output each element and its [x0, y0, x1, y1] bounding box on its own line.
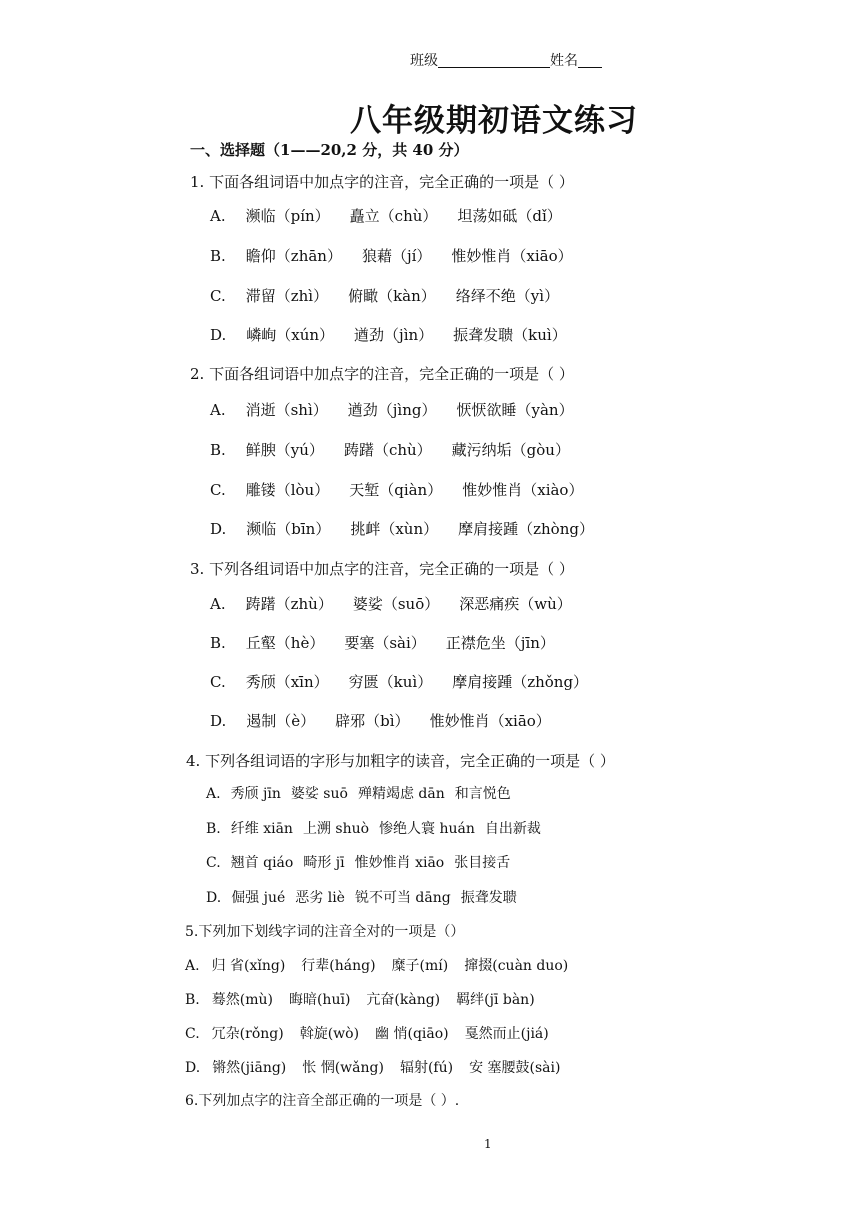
option-item: 翘首 qiáo: [230, 855, 294, 871]
option-item: 天堑（qiàn）: [349, 481, 443, 499]
option-item: 殚精竭虑 dān: [357, 786, 445, 802]
q4-option-b: [206, 818, 561, 838]
q1-option-c: [210, 285, 579, 306]
option-item: 摩肩接踵（zhòng）: [458, 520, 594, 538]
question-2-stem: 2. 下面各组词语中加点字的注音，完全正确的一项是（ ）: [190, 365, 574, 383]
option-item: 纤维 xiān: [230, 821, 293, 837]
option-item: 撺掇(cuàn duo): [464, 958, 569, 974]
name-blank[interactable]: [578, 53, 602, 68]
option-item: 畸形 jī: [303, 855, 345, 871]
option-item: 行辈(háng): [301, 958, 376, 974]
question-3-stem: 3. 下列各组词语中加点字的注音，完全正确的一项是（ ）: [190, 560, 574, 578]
option-item: 要塞（sài）: [344, 634, 426, 652]
option-letter: A.: [210, 595, 226, 613]
question-5-stem: 5.下列加下划线字词的注音全对的一项是（）: [185, 924, 465, 940]
option-letter: B.: [210, 247, 226, 265]
option-item: 正襟危坐（jīn）: [445, 634, 555, 652]
option-item: 遒劲（jìn）: [354, 326, 434, 344]
option-item: 戛然而止(jiá): [464, 1026, 549, 1042]
option-item: 遒劲（jìng）: [347, 401, 437, 419]
option-item: 幽 悄(qiāo): [375, 1026, 449, 1042]
option-item: 俯瞰（kàn）: [348, 287, 436, 305]
option-letter: C.: [210, 287, 226, 305]
question-1-stem: 1. 下面各组词语中加点字的注音，完全正确的一项是（ ）: [190, 173, 574, 191]
q2-option-d: [210, 518, 614, 539]
option-letter: B.: [210, 441, 226, 459]
option-item: 辐射(fú): [399, 1060, 454, 1076]
option-item: 消逝（shì）: [245, 401, 328, 419]
option-item: 惟妙惟肖 xiāo: [354, 855, 445, 871]
option-item: 滞留（zhì）: [245, 287, 329, 305]
option-letter: D.: [185, 1060, 201, 1076]
option-item: 归 省(xǐng): [211, 958, 286, 974]
option-item: 鲜腴（yú）: [245, 441, 324, 459]
option-item: 锵然(jiāng): [212, 1060, 287, 1076]
option-item: 安 塞腰鼓(sài): [469, 1060, 561, 1076]
option-item: 自出新裁: [484, 821, 541, 837]
q5-option-c: [185, 1023, 569, 1043]
option-item: 锐不可当 dāng: [354, 890, 451, 906]
option-letter: D.: [210, 712, 227, 730]
q5-option-a: [185, 955, 588, 975]
q2-option-c: [210, 479, 603, 500]
option-item: 穷匮（kuì）: [348, 673, 433, 691]
option-letter: A.: [210, 207, 226, 225]
option-item: 婆娑（suō）: [352, 595, 440, 613]
option-item: 坦荡如砥（dǐ）: [457, 207, 562, 225]
q1-option-a: [210, 205, 582, 226]
option-item: 狼藉（jí）: [361, 247, 432, 265]
option-item: 嶙峋（xún）: [246, 326, 335, 344]
option-letter: D.: [210, 326, 227, 344]
q4-option-a: [206, 783, 531, 803]
class-blank[interactable]: [438, 53, 550, 68]
option-item: 矗立（chù）: [349, 207, 438, 225]
option-item: 振聋发聩（kuì）: [453, 326, 567, 344]
q3-option-c: [210, 671, 608, 692]
option-letter: B.: [206, 821, 221, 837]
q2-option-a: [210, 399, 594, 420]
option-item: 恶劣 liè: [295, 890, 345, 906]
q3-option-a: [210, 593, 592, 614]
option-item: 濒临（bīn）: [246, 520, 331, 538]
q4-option-c: [206, 852, 530, 872]
option-item: 挑衅（xùn）: [350, 520, 439, 538]
option-item: 晦暗(huī): [288, 992, 351, 1008]
option-item: 惟妙惟肖（xiào）: [462, 481, 584, 499]
question-4-stem: 4. 下列各组词语的字形与加粗字的读音，完全正确的一项是（ ）: [186, 752, 615, 770]
q4-option-d: [206, 887, 537, 907]
option-item: 濒临（pín）: [245, 207, 330, 225]
option-item: 斡旋(wò): [299, 1026, 360, 1042]
class-name-header: [410, 50, 602, 70]
option-letter: C.: [185, 1026, 200, 1042]
option-item: 遏制（è）: [246, 712, 316, 730]
option-item: 张目接舌: [454, 855, 511, 871]
option-item: 踌躇（chù）: [343, 441, 432, 459]
option-item: 惨绝人寰 huán: [379, 821, 475, 837]
option-letter: C.: [210, 481, 226, 499]
q2-option-b: [210, 439, 590, 460]
name-label: 姓名: [550, 53, 578, 69]
option-item: 藏污纳垢（gòu）: [451, 441, 570, 459]
option-item: 深恶痛疾（wù）: [459, 595, 572, 613]
option-letter: C.: [210, 673, 226, 691]
option-item: 上溯 shuò: [302, 821, 370, 837]
option-item: 惟妙惟肖（xiāo）: [451, 247, 573, 265]
q1-option-d: [210, 324, 587, 345]
section-heading: 一、选择题（1——20,2 分，共 40 分）: [190, 141, 469, 159]
option-item: 振聋发聩: [460, 890, 517, 906]
q5-option-d: [185, 1057, 580, 1077]
option-item: 踌躇（zhù）: [245, 595, 333, 613]
option-item: 蓦然(mù): [211, 992, 273, 1008]
option-item: 糜子(mí): [391, 958, 449, 974]
option-item: 羁绊(jī bàn): [456, 992, 535, 1008]
option-letter: A.: [185, 958, 200, 974]
page-number: 1: [484, 1137, 492, 1151]
option-letter: B.: [210, 634, 226, 652]
option-item: 雕镂（lòu）: [245, 481, 330, 499]
q3-option-d: [210, 710, 571, 731]
option-item: 怅 惘(wǎng): [302, 1060, 384, 1076]
option-letter: D.: [210, 520, 227, 538]
option-letter: D.: [206, 890, 222, 906]
option-letter: A.: [206, 786, 221, 802]
option-item: 亢奋(kàng): [366, 992, 441, 1008]
option-item: 恹恹欲睡（yàn）: [456, 401, 574, 419]
option-item: 和言悦色: [454, 786, 511, 802]
option-item: 冗杂(rǒng): [211, 1026, 284, 1042]
question-6-stem: 6.下列加点字的注音全部正确的一项是（ ）.: [185, 1093, 460, 1109]
q1-option-b: [210, 245, 593, 266]
option-item: 倔强 jué: [231, 890, 286, 906]
option-letter: B.: [185, 992, 200, 1008]
option-item: 络绎不绝（yì）: [455, 287, 560, 305]
option-item: 瞻仰（zhān）: [245, 247, 342, 265]
option-letter: A.: [210, 401, 226, 419]
class-label: 班级: [410, 53, 438, 69]
option-item: 秀颀 jīn: [230, 786, 281, 802]
option-item: 丘壑（hè）: [245, 634, 325, 652]
option-item: 秀颀（xīn）: [245, 673, 329, 691]
option-item: 惟妙惟肖（xiāo）: [429, 712, 551, 730]
q3-option-b: [210, 632, 575, 653]
option-item: 婆娑 suō: [290, 786, 348, 802]
q5-option-b: [185, 989, 555, 1009]
option-letter: C.: [206, 855, 221, 871]
page-title: 八年级期初语文练习: [350, 103, 638, 139]
option-item: 辟邪（bì）: [335, 712, 410, 730]
option-item: 摩肩接踵（zhǒng）: [452, 673, 589, 691]
